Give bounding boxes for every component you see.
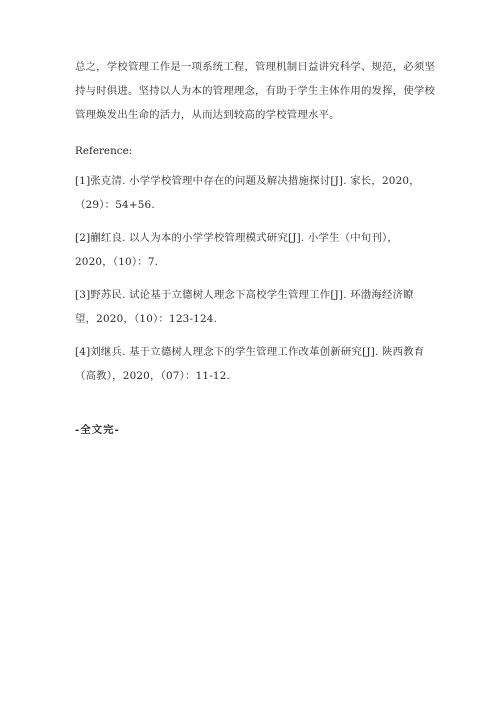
reference-line: 2020，（10）：7. bbox=[75, 256, 159, 268]
reference-item-1 bbox=[75, 169, 430, 217]
reference-line: [3]野苏民. 试论基于立德树人理念下高校学生管理工作[J]. 环渤海经济瞭 bbox=[75, 289, 414, 301]
reference-item-2 bbox=[75, 226, 430, 274]
end-mark: -全文完- bbox=[75, 424, 120, 436]
paragraph-line: 管理焕发出生命的活力，从而达到较高的学校管理水平。 bbox=[75, 109, 340, 121]
reference-line: （29）：54+56. bbox=[75, 199, 155, 211]
reference-item-3 bbox=[75, 283, 430, 331]
reference-heading: Reference: bbox=[75, 145, 133, 157]
paragraph-line: 总之，学校管理工作是一项系统工程，管理机制日益讲究科学、规范，必须坚 bbox=[75, 61, 436, 73]
paragraph-line: 持与时俱进。坚持以人为本的管理理念，有助于学生主体作用的发挥，使学校 bbox=[75, 85, 436, 97]
reference-line: [2]蒯红良. 以人为本的小学学校管理模式研究[J]. 小学生（中旬刊）， bbox=[75, 232, 398, 244]
reference-line: [4]刘继兵. 基于立德树人理念下的学生管理工作改革创新研究[J]. 陕西教育 bbox=[75, 346, 425, 358]
reference-line: （高教），2020，（07）：11-12. bbox=[75, 370, 231, 382]
end-mark-block bbox=[75, 421, 430, 436]
reference-line: [1]张克清. 小学学校管理中存在的问题及解决措施探讨[J]. 家长，2020， bbox=[75, 175, 420, 187]
reference-line: 望，2020，（10）：123-124. bbox=[75, 313, 218, 325]
reference-item-4 bbox=[75, 340, 430, 388]
conclusion-paragraph bbox=[75, 55, 436, 127]
reference-heading-block bbox=[75, 139, 430, 163]
